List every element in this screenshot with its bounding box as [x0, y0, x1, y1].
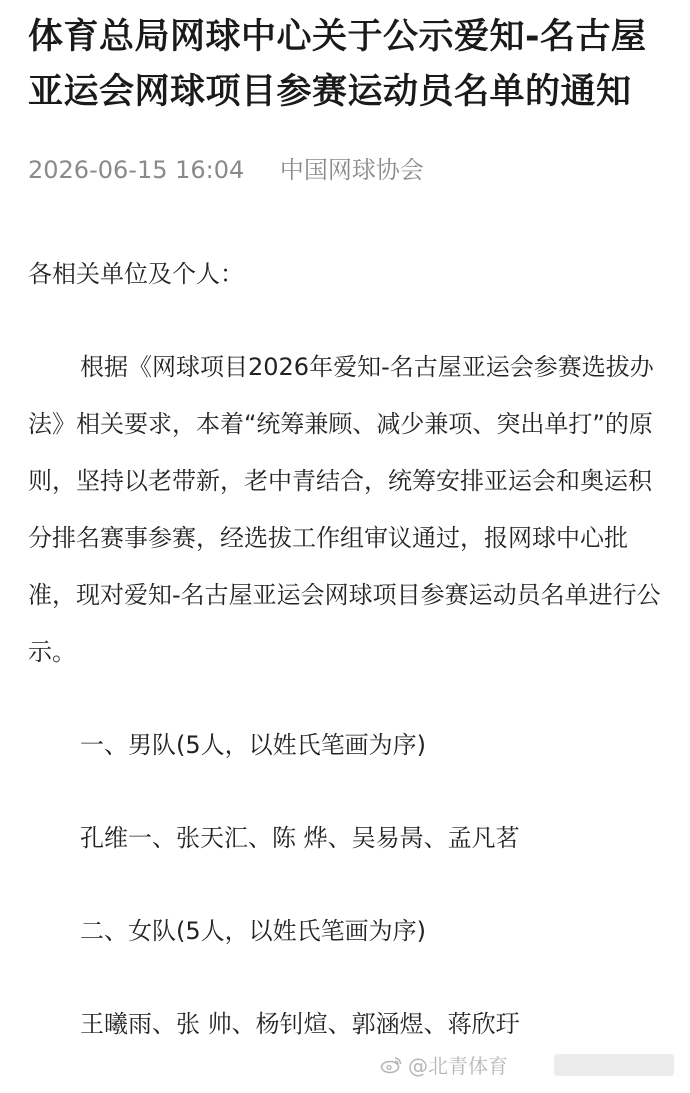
salutation: 各相关单位及个人：	[28, 260, 244, 288]
men-team-heading: 一、男队(5人，以姓氏笔画为序)	[80, 731, 426, 759]
watermark-text: @北青体育	[408, 1054, 508, 1078]
main-paragraph: 根据《网球项目2026年爱知-名古屋亚运会参赛选拔办法》相关要求，本着“统筹兼顾、减少兼项、突出单打”的原则，坚持以老带新，老中青结合，统筹安排亚运会和奥运积分排名赛事参赛，经选拔工作组审议通过，报网球中心批准，现对爱知-名古屋亚运会网球项目参赛运动员名单进行公示。	[28, 353, 661, 666]
watermark	[380, 1050, 674, 1079]
article	[28, 10, 668, 1053]
publish-date: 2026-06-15 16:04	[28, 156, 245, 184]
men-team-names: 孔维一、张天汇、陈 烨、吴易昺、孟凡茗	[80, 824, 520, 852]
watermark-blur	[554, 1054, 674, 1076]
weibo-icon	[380, 1056, 402, 1074]
women-team-names: 王曦雨、张 帅、杨钊煊、郭涵煜、蒋欣玗	[80, 1010, 520, 1038]
women-team-heading: 二、女队(5人，以姓氏笔画为序)	[80, 917, 426, 945]
publish-source[interactable]: 中国网球协会	[279, 156, 424, 184]
article-meta	[28, 154, 668, 186]
article-title: 体育总局网球中心关于公示爱知-名古屋亚运会网球项目参赛运动员名单的通知	[28, 17, 647, 112]
article-body	[28, 246, 668, 1053]
